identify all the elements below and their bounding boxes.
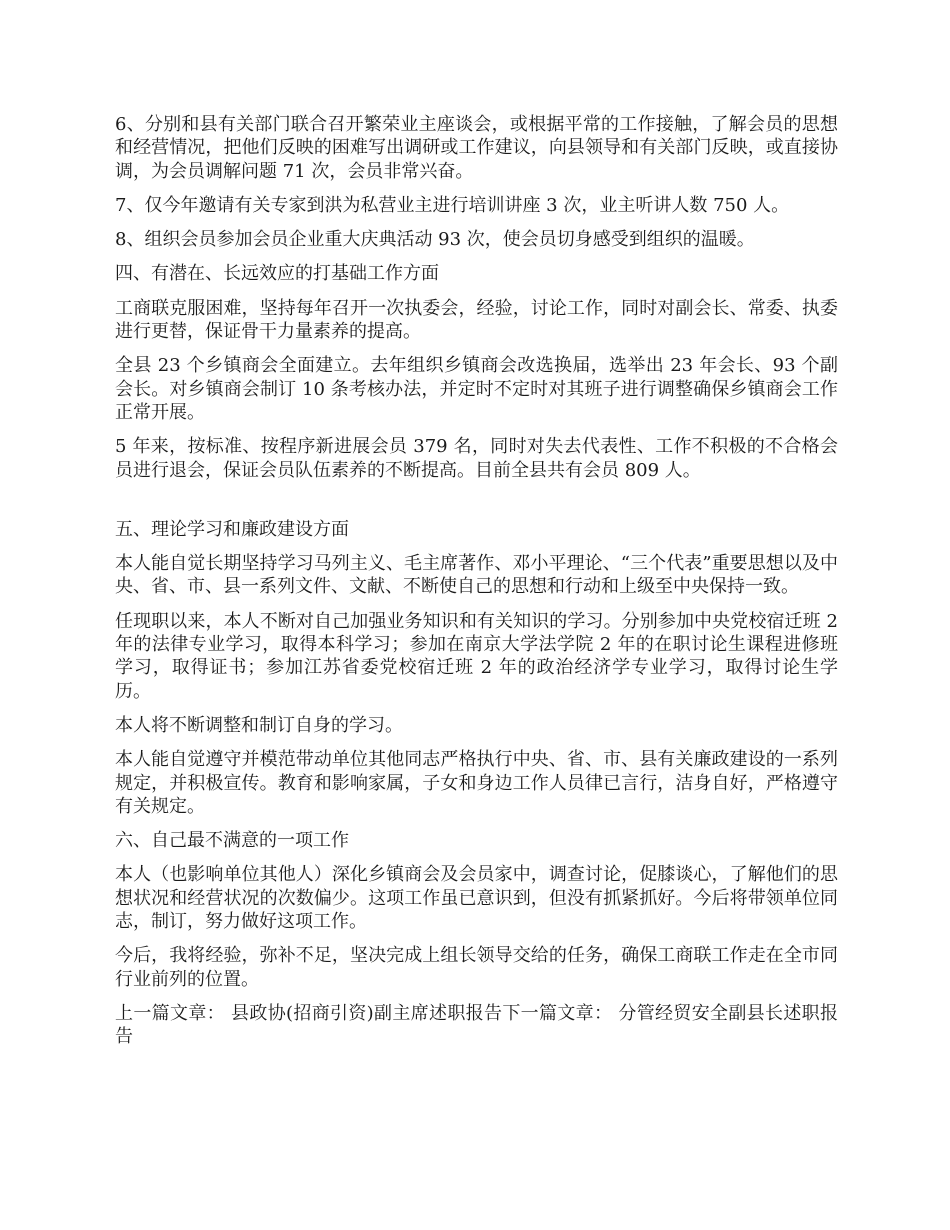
article-navigation	[115, 1002, 838, 1049]
next-article-link[interactable]: 分管经贸安全副县长述职报告	[115, 1002, 838, 1048]
paragraph: 本人能自觉长期坚持学习马列主义、毛主席著作、邓小平理论、“三个代表”重要思想以及中央、省、市、县一系列文件、文献、不断使自己的思想和行动和上级至中央保持一致。	[115, 553, 838, 598]
paragraph: 本人（也影响单位其他人）深化乡镇商会及会员家中，调查讨论，促膝谈心，了解他们的思想状况和经营状况的次数偏少。这项工作虽已意识到，但没有抓紧抓好。今后将带领单位同志，制订，努力做好这项工作。	[115, 864, 838, 933]
paragraph: 本人将不断调整和制订自身的学习。	[115, 714, 403, 736]
paragraph: 工商联克服困难，坚持每年召开一次执委会，经验，讨论工作，同时对副会长、常委、执委进行更替，保证骨干力量素养的提高。	[115, 297, 838, 343]
paragraph: 任现职以来，本人不断对自己加强业务知识和有关知识的学习。分别参加中央党校宿迁班 2 年的法律专业学习，取得本科学习；参加在南京大学法学院 2 年的在职讨论生课程进修班学习，取得证书；参加江苏省委党校宿迁班 2 年的政治经济学专业学习，取得讨论生学历。	[115, 610, 838, 702]
paragraph: 5 年来，按标准、按程序新进展会员 379 名，同时对失去代表性、工作不积极的不合格会员进行退会，保证会员队伍素养的不断提高。目前全县共有会员 809 人。	[115, 436, 838, 481]
document-body	[115, 113, 838, 1060]
section-heading-4: 四、有潜在、长远效应的打基础工作方面	[115, 263, 439, 285]
paragraph-item-7: 7、仅今年邀请有关专家到洪为私营业主进行培训讲座 3 次，业主听讲人数 750 人。	[115, 194, 790, 216]
paragraph: 全县 23 个乡镇商会全面建立。去年组织乡镇商会改选换届，选举出 23 年会长、93 个副会长。对乡镇商会制订 10 条考核办法，并定时不定时对其班子进行调整确保乡镇商会工作正常开展。	[115, 355, 838, 423]
paragraph-item-8: 8、组织会员参加会员企业重大庆典活动 93 次，使会员切身感受到组织的温暖。	[115, 229, 755, 251]
section-heading-5: 五、理论学习和廉政建设方面	[115, 518, 349, 540]
section-heading-6: 六、自己最不满意的一项工作	[115, 830, 349, 852]
next-article-label: 下一篇文章：	[502, 1002, 619, 1024]
paragraph: 本人能自觉遵守并模范带动单位其他同志严格执行中央、省、市、县有关廉政建设的一系列规定，并积极宣传。教育和影响家属，子女和身边工作人员律已言行，洁身自好，严格遵守有关规定。	[115, 749, 838, 817]
paragraph-item-6: 6、分别和县有关部门联合召开繁荣业主座谈会，或根据平常的工作接触，了解会员的思想和经营情况，把他们反映的困难写出调研或工作建议，向县领导和有关部门反映，或直接协调，为会员调解问题 71 次，会员非常兴奋。	[115, 114, 838, 182]
paragraph: 今后，我将经验，弥补不足，坚决完成上组长领导交给的任务，确保工商联工作走在全市同行业前列的位置。	[115, 945, 838, 990]
prev-article-label: 上一篇文章：	[115, 1002, 232, 1024]
prev-article-link[interactable]: 县政协(招商引资)副主席述职报告	[231, 1002, 503, 1024]
